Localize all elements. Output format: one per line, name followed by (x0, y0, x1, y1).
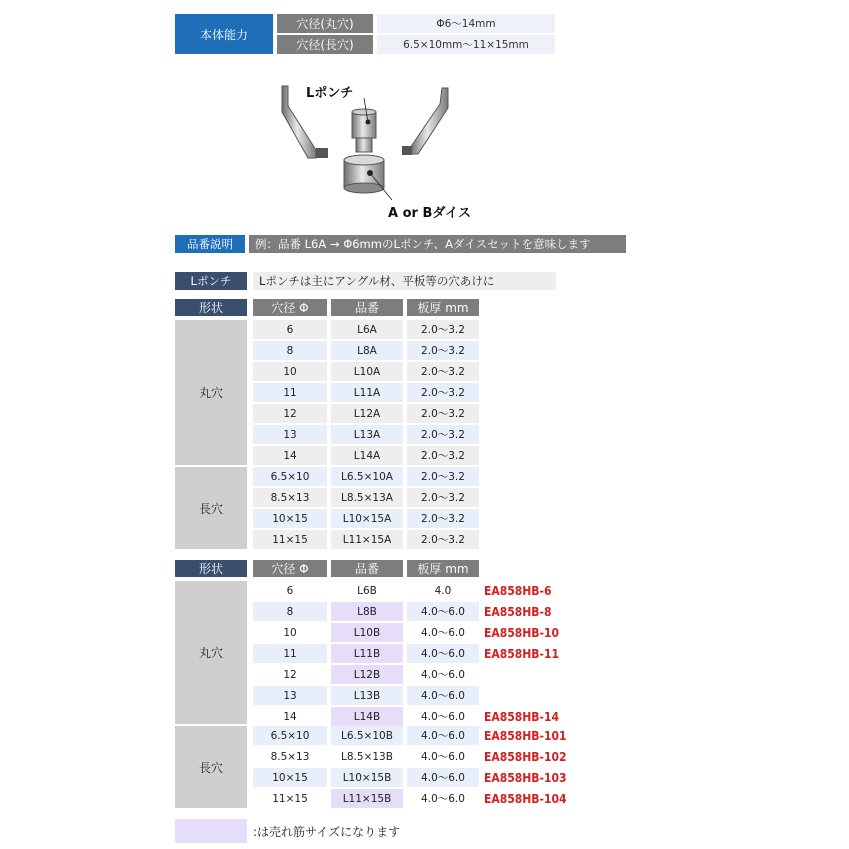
table-a-dia: 6 (253, 320, 327, 339)
table-b-code: L8.5×13B (331, 747, 403, 766)
table-a-code: L6.5×10A (331, 467, 403, 486)
table-a-code: L8.5×13A (331, 488, 403, 507)
table-a-dia: 10×15 (253, 509, 327, 528)
table-a-dia: 12 (253, 404, 327, 423)
table-b-dia: 12 (253, 665, 327, 684)
table-a-thick: 2.0～3.2 (407, 446, 479, 465)
table-a-code: L13A (331, 425, 403, 444)
table-a-thick: 2.0～3.2 (407, 383, 479, 402)
table-a-header-thick: 板厚 mm (407, 299, 479, 316)
ea-part-number: EA858HB-103 (484, 770, 567, 785)
die-icon (344, 155, 384, 193)
table-b-thick: 4.0 (407, 581, 479, 600)
table-a-header-code: 品番 (331, 299, 403, 316)
table-a-header-shape: 形状 (175, 299, 247, 316)
ea-part-number: EA858HB-10 (484, 625, 560, 640)
part-number-text: 例：品番 L6A → Φ6mmのLポンチ、Aダイスセットを意味します (249, 235, 626, 253)
table-b-dia: 10 (253, 623, 327, 642)
right-arm-icon (402, 88, 448, 155)
table-a-code: L14A (331, 446, 403, 465)
table-a-code: L11A (331, 383, 403, 402)
table-a-shape-slot: 長穴 (175, 467, 247, 549)
table-b-thick: 4.0～6.0 (407, 726, 479, 745)
table-b-code: L6.5×10B (331, 726, 403, 745)
table-b-code: L13B (331, 686, 403, 705)
table-b-thick: 4.0～6.0 (407, 602, 479, 621)
ea-part-number: EA858HB-101 (484, 728, 567, 743)
table-a-thick: 2.0～3.2 (407, 404, 479, 423)
capacity-header: 本体能力 (175, 14, 273, 54)
ea-part-number: EA858HB-14 (484, 709, 560, 724)
table-b-code: L11×15B (331, 789, 403, 808)
table-b-dia: 8.5×13 (253, 747, 327, 766)
table-a-dia: 8 (253, 341, 327, 360)
table-b-code: L8B (331, 602, 403, 621)
table-a-code: L10A (331, 362, 403, 381)
table-b-code: L6B (331, 581, 403, 600)
table-b-dia: 10×15 (253, 768, 327, 787)
table-a-thick: 2.0～3.2 (407, 509, 479, 528)
lpunch-header: Lポンチ (175, 272, 247, 290)
ea-part-number: EA858HB-11 (484, 646, 560, 661)
table-b-code: L10B (331, 623, 403, 642)
table-a-thick: 2.0～3.2 (407, 362, 479, 381)
legend-text: :は売れ筋サイズになります (253, 825, 401, 839)
table-a-thick: 2.0～3.2 (407, 530, 479, 549)
table-a-dia: 13 (253, 425, 327, 444)
table-b-thick: 4.0～6.0 (407, 665, 479, 684)
table-a-code: L11×15A (331, 530, 403, 549)
table-b-code: L14B (331, 707, 403, 726)
capacity-value-round: Φ6～14mm (377, 14, 555, 33)
table-b-thick: 4.0～6.0 (407, 747, 479, 766)
table-a-thick: 2.0～3.2 (407, 488, 479, 507)
table-b-dia: 6 (253, 581, 327, 600)
table-b-shape-round: 丸穴 (175, 581, 247, 724)
ea-part-number: EA858HB-102 (484, 749, 567, 764)
table-a-thick: 2.0～3.2 (407, 320, 479, 339)
table-b-thick: 4.0～6.0 (407, 686, 479, 705)
table-b-header-dia: 穴径 Φ (253, 560, 327, 577)
ea-part-number: EA858HB-6 (484, 583, 552, 598)
table-a-code: L10×15A (331, 509, 403, 528)
punch-icon (352, 109, 376, 152)
table-a-dia: 11 (253, 383, 327, 402)
part-number-header: 品番説明 (175, 235, 245, 253)
table-a-code: L12A (331, 404, 403, 423)
table-a-shape-round: 丸穴 (175, 320, 247, 465)
table-b-thick: 4.0～6.0 (407, 707, 479, 726)
table-b-thick: 4.0～6.0 (407, 768, 479, 787)
table-a-thick: 2.0～3.2 (407, 425, 479, 444)
table-a-header-dia: 穴径 Φ (253, 299, 327, 316)
table-b-dia: 11×15 (253, 789, 327, 808)
table-b-code: L12B (331, 665, 403, 684)
legend-swatch (175, 819, 247, 843)
table-a-thick: 2.0～3.2 (407, 341, 479, 360)
table-b-dia: 11 (253, 644, 327, 663)
capacity-label-slot: 穴径(長穴) (277, 35, 373, 54)
capacity-value-slot: 6.5×10mm～11×15mm (377, 35, 555, 54)
punch-label: Lポンチ (306, 86, 354, 101)
punch-die-illustration (270, 78, 470, 218)
capacity-label-round: 穴径(丸穴) (277, 14, 373, 33)
table-a-thick: 2.0～3.2 (407, 467, 479, 486)
die-label: A or Bダイス (388, 206, 471, 221)
table-b-code: L11B (331, 644, 403, 663)
table-a-dia: 8.5×13 (253, 488, 327, 507)
ea-part-number: EA858HB-8 (484, 604, 552, 619)
table-a-dia: 6.5×10 (253, 467, 327, 486)
table-a-dia: 14 (253, 446, 327, 465)
table-b-dia: 6.5×10 (253, 726, 327, 745)
table-b-dia: 14 (253, 707, 327, 726)
table-b-header-shape: 形状 (175, 560, 247, 577)
table-a-code: L8A (331, 341, 403, 360)
ea-part-number: EA858HB-104 (484, 791, 567, 806)
table-b-header-thick: 板厚 mm (407, 560, 479, 577)
table-a-dia: 11×15 (253, 530, 327, 549)
table-b-header-code: 品番 (331, 560, 403, 577)
lpunch-text: Lポンチは主にアングル材、平板等の穴あけに (253, 272, 556, 290)
table-a-dia: 10 (253, 362, 327, 381)
table-a-code: L6A (331, 320, 403, 339)
table-b-shape-slot: 長穴 (175, 726, 247, 808)
table-b-dia: 13 (253, 686, 327, 705)
table-b-thick: 4.0～6.0 (407, 623, 479, 642)
table-b-thick: 4.0～6.0 (407, 789, 479, 808)
table-b-thick: 4.0～6.0 (407, 644, 479, 663)
table-b-dia: 8 (253, 602, 327, 621)
table-b-code: L10×15B (331, 768, 403, 787)
